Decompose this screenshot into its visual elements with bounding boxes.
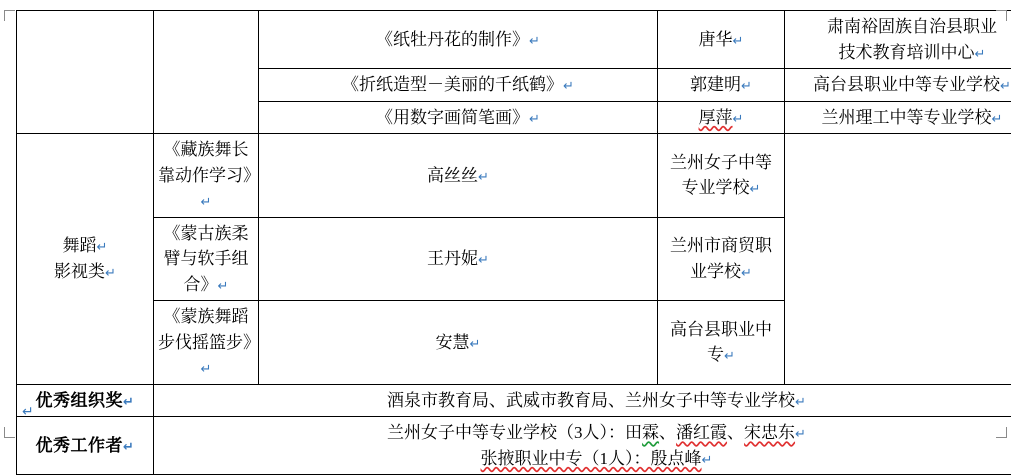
worker-sep-1: 、 [659,423,676,442]
work-title-cell [259,69,658,102]
category-line-1: 舞蹈 [63,236,97,255]
page-corner-mark-top-right [996,10,1007,21]
worker-line2-text: 张掖职业中专（1人）：殷点峰 [481,449,702,468]
category-line-2: 影视类 [54,262,105,281]
work-title-cell [154,217,259,301]
organization-award-label-text: 优秀组织奖 [36,391,124,410]
end-paragraph-mark-icon: ↵ [22,404,34,420]
work-title-text: 《用数字画简笔画》 [376,108,529,127]
outstanding-worker-line-1 [158,420,1011,446]
author-cell [658,11,785,69]
worker-line1-prefix: 兰州女子中等专业学校（3人）：田 [387,423,642,442]
work-title-cell [259,101,658,134]
paragraph-mark-icon: ↵ [795,395,806,410]
paragraph-mark-icon: ↵ [1000,79,1011,94]
author-text: 唐华 [699,30,733,49]
paragraph-mark-icon: ↵ [529,34,540,49]
category-cell-dance-film [17,134,154,385]
school-cell [658,301,785,385]
school-cell [658,217,785,301]
paragraph-mark-icon: ↵ [478,253,489,268]
work-title-text: 《纸牡丹花的制作》 [376,30,529,49]
outstanding-worker-label [17,417,154,475]
outstanding-worker-value [154,417,1011,475]
table-row [17,11,1011,69]
outstanding-worker-line-2 [158,446,1011,472]
author-cell [658,69,785,102]
paragraph-mark-icon: ↵ [741,79,752,94]
paragraph-mark-icon: ↵ [218,279,229,294]
paragraph-mark-icon: ↵ [201,195,212,210]
paragraph-mark-icon: ↵ [478,170,489,185]
school-text: 高台县职业中等专业学校 [813,75,1000,94]
paragraph-mark-icon: ↵ [529,112,540,127]
category-cell-spacer [154,11,259,134]
school-text: 兰州理工中等专业学校 [822,108,992,127]
paragraph-mark-icon: ↵ [105,266,116,281]
page-corner-mark-bottom-right [996,427,1007,438]
table-row [17,134,1011,218]
table-row [17,301,1011,385]
organization-award-label [17,384,154,417]
table-row-outstanding-workers [17,417,1011,475]
table-row-organization-award [17,384,1011,417]
organization-award-value [154,384,1011,417]
work-title-text: 《折纸造型－美丽的千纸鹤》 [342,75,563,94]
work-title-cell [259,11,658,69]
paragraph-mark-icon: ↵ [975,47,986,62]
page-corner-mark-top-left [4,10,15,21]
author-cell [259,134,658,218]
author-cell [259,301,658,385]
paragraph-mark-icon: ↵ [470,337,481,352]
paragraph-mark-icon: ↵ [795,427,806,442]
author-cell [259,217,658,301]
document-page [0,10,1011,438]
worker-name-2: 潘红霞 [676,423,727,442]
award-list-table [16,10,1011,475]
school-cell [785,101,1011,134]
paragraph-mark-icon: ↵ [733,112,744,127]
author-text: 郭建明 [690,75,741,94]
worker-name-3: 宋忠东 [744,423,795,442]
author-text: 厚萍 [699,108,733,127]
school-cell [785,69,1011,102]
work-title-text: 《藏族舞长靠动作学习》 [158,140,260,185]
paragraph-mark-icon: ↵ [733,34,744,49]
paragraph-mark-icon: ↵ [741,266,752,281]
worker-sep-2: 、 [727,423,744,442]
work-title-cell [154,134,259,218]
school-text: 兰州女子中等专业学校 [670,153,772,198]
work-title-text: 《蒙古族柔臂与软手组合》 [164,224,249,294]
paragraph-mark-icon: ↵ [201,362,212,377]
organization-award-value-text: 酒泉市教育局、武威市教育局、兰州女子中等专业学校 [387,391,795,410]
paragraph-mark-icon: ↵ [97,240,108,255]
paragraph-mark-icon: ↵ [702,453,713,468]
author-text: 高丝丝 [427,166,478,185]
paragraph-mark-icon: ↵ [123,440,134,455]
school-text: 兰州市商贸职业学校 [670,236,772,281]
work-title-text: 《蒙族舞蹈步伐摇篮步》 [158,307,260,352]
author-text: 安慧 [436,333,470,352]
worker-name-1: 霖 [642,423,659,442]
author-text: 王丹妮 [427,249,478,268]
school-cell [658,134,785,218]
school-line-2: 技术教育培训中心 [839,43,975,62]
outstanding-worker-label-text: 优秀工作者 [36,436,124,455]
paragraph-mark-icon: ↵ [563,79,574,94]
paragraph-mark-icon: ↵ [992,112,1003,127]
school-line-1: 肃南裕固族自治县职业 [827,17,997,36]
school-text: 高台县职业中专 [670,320,772,365]
table-row [17,217,1011,301]
work-title-cell [154,301,259,385]
paragraph-mark-icon: ↵ [724,349,735,364]
school-cell [785,11,1011,69]
page-corner-mark-bottom-left [4,427,15,438]
category-cell-empty-top [17,11,154,134]
paragraph-mark-icon: ↵ [123,395,134,410]
paragraph-mark-icon: ↵ [750,182,761,197]
author-cell [658,101,785,134]
